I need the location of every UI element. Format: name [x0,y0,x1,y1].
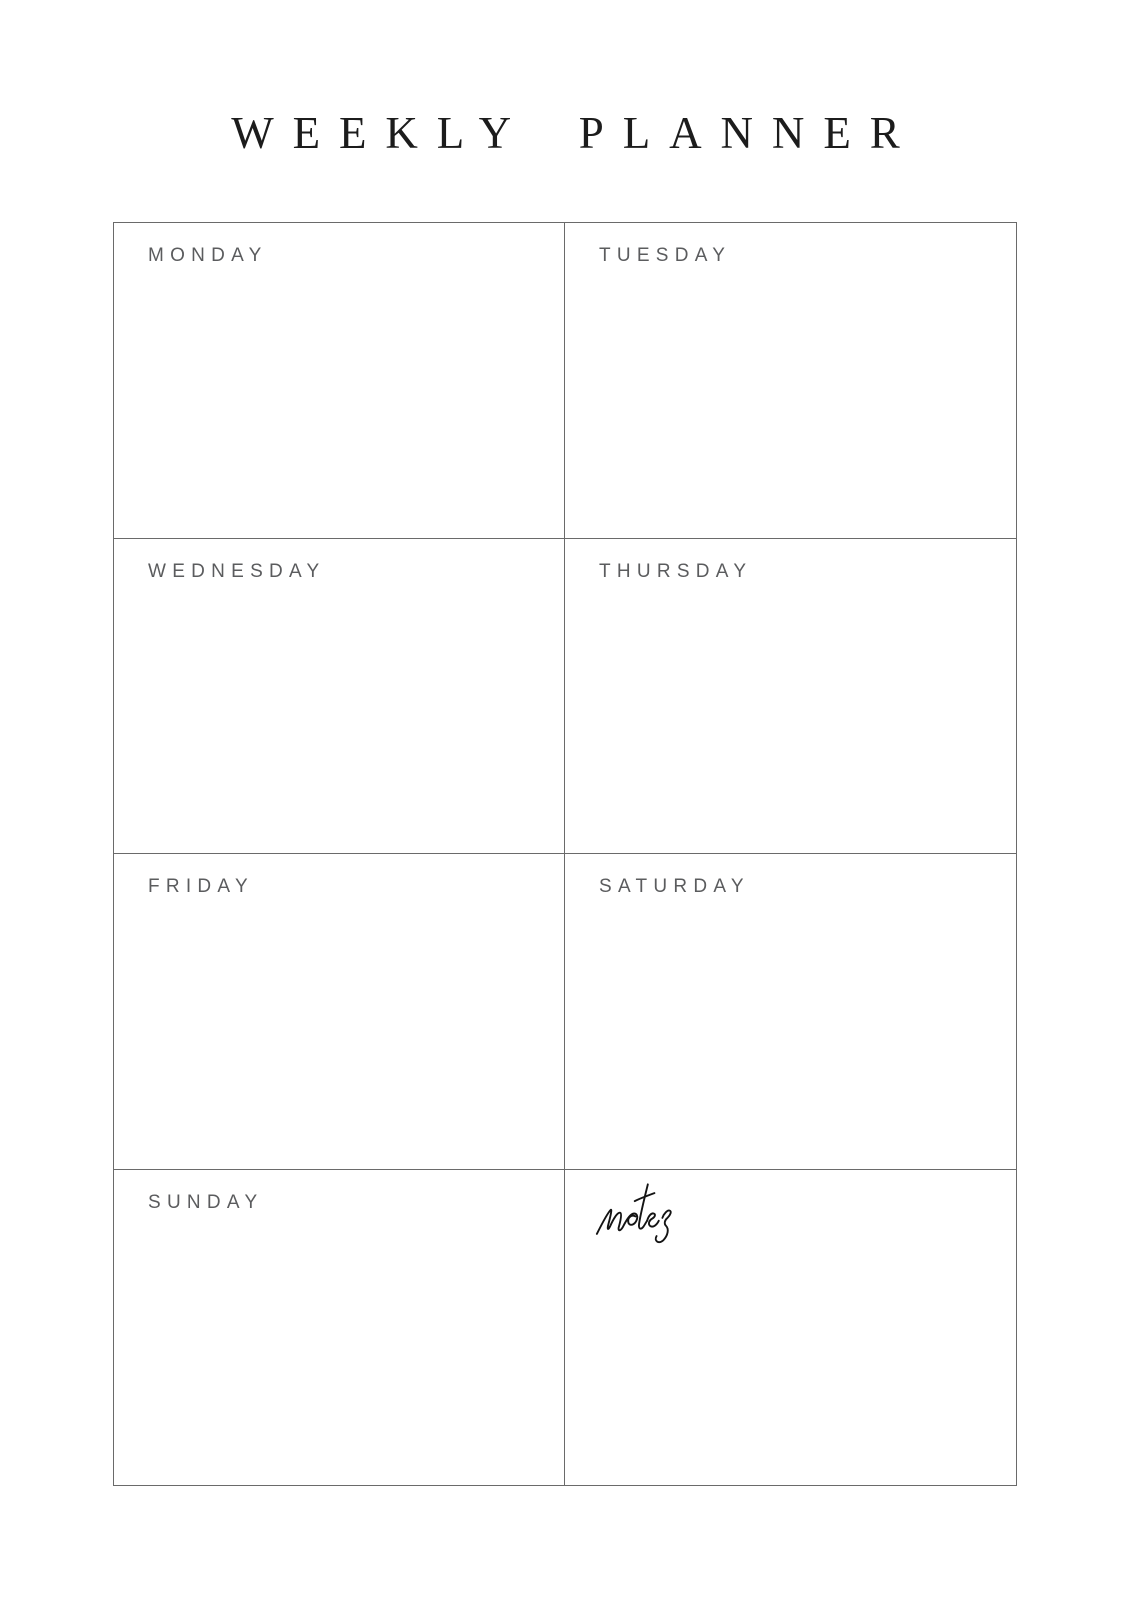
day-label-wednesday: WEDNESDAY [148,560,326,582]
day-label-friday: FRIDAY [148,876,254,897]
planner-grid [113,222,1017,1486]
day-cell-monday [114,223,565,539]
day-cell-saturday [565,854,1016,1170]
day-cell-sunday [114,1170,565,1486]
notes-script [593,1180,675,1247]
page-title: WEEKLY PLANNER [231,108,919,158]
notes-label [593,1247,594,1248]
day-cell-thursday [565,539,1016,855]
notes-cell [565,1170,1016,1486]
day-label-saturday: SATURDAY [599,876,750,897]
day-cell-wednesday [114,539,565,855]
day-cell-friday [114,854,565,1170]
day-label-monday: MONDAY [148,245,268,266]
day-cell-tuesday [565,223,1016,539]
day-label-thursday: THURSDAY [599,560,753,582]
day-label-sunday: SUNDAY [148,1191,264,1213]
day-label-tuesday: TUESDAY [599,245,732,266]
